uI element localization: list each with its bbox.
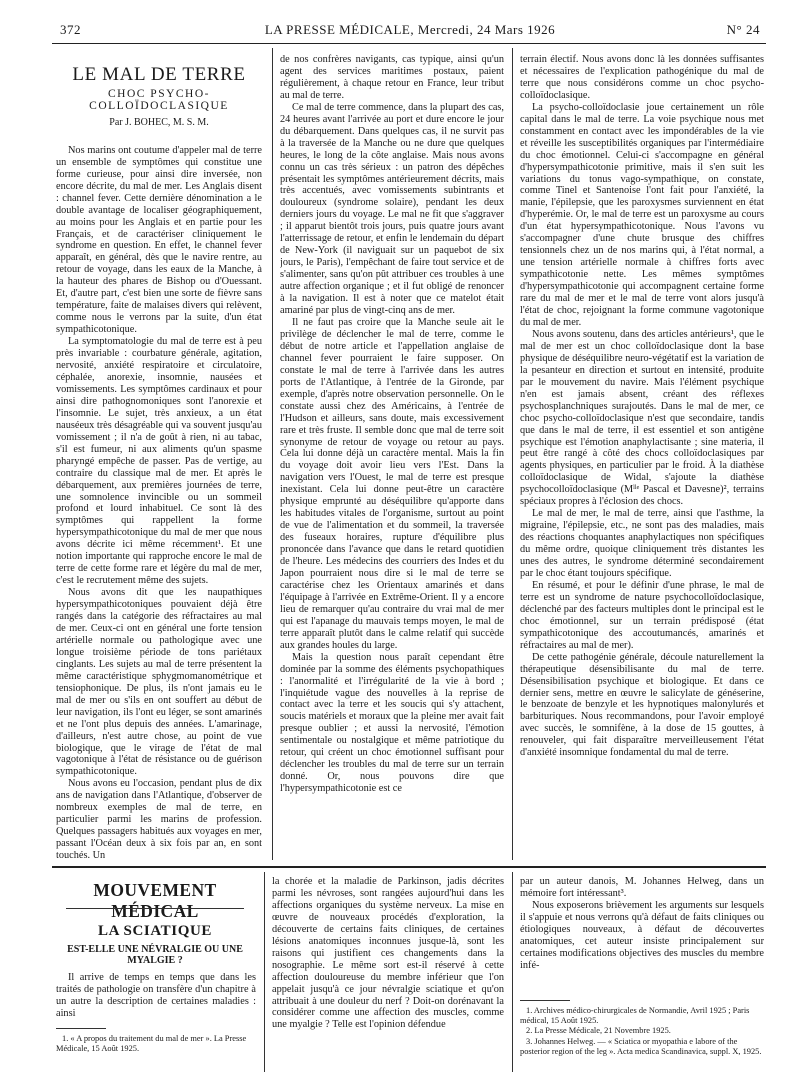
- paragraph: Nos marins ont coutume d'appeler mal de terre un ensemble de symptômes qui constitue une forme curieuse, pour ainsi dire inversée, non encore décrite, du mal de mer. Les Anglais disent : channel fever. Cette dernière dénomination a le double avantage de localiser géographiquement, au moins pour les Anglais et en partie pour les Français, et de caractériser cliniquement le syndrome en question. En effet, le channel fever apparaît, en général, dès que le navire rentre, au retour de voyage, dans les eaux de la Manche, à la hauteur des phares de Bishop ou d'Ouessant. Et, d'autre part, c'est bien une sorte de fièvre sans température, faite de malaises divers qui relèvent, comme nous le verrons par la suite, d'un état sympathicotonique.: [56, 144, 262, 336]
- section-subtitle: LA SCIATIQUE: [97, 923, 213, 939]
- article-column-1: [56, 64, 262, 864]
- footnotes: [520, 1006, 764, 1057]
- paragraph: Ce mal de terre commence, dans la plupart des cas, 24 heures avant l'arrivée au port et dure encore le jour du débarquement. Dans quelques cas, il ne survit pas à la traversée de la Manche ou ne dure que quelques heures, le long de la côte anglaise. Mais nous avons connu un cas très sérieux : un patron des dépêches présentait les symptômes antérieurement décrits, mais très accentués, avec vomissements subintrants et douloureux (syndrome solaire), pendant les deux derniers jours du voyage. Le mal ne fit que s'aggraver ; il apparut bientôt trois jours, puis quatre jours avant l'atterrissage de retour, et enfin le lendemain du départ de New-York (il naviguait sur un paquebot de six jours, le Paris), l'empêchant de faire tout service et de s'alimenter, sans qu'on pût attribuer ces troubles à une autre affection organique ; et il fut obligé de renoncer à la navigation. Il est à noter que ce matelot était amariné par plus de vingt-cinq ans de mer.: [280, 101, 504, 317]
- paragraph: La psycho-colloïdoclasie joue certainement un rôle capital dans le mal de terre. La voie psychique nous met constamment en contact avec les impondérables de la vie et réveille les susceptibilités organiques par l'intermédiaire du choc émotionnel. Celui-ci s'accompagne en général d'hypersympathicotonie primitive, mais il s'en suit les variations du tonus vago-sympathique, on constate, comme Tinel et Santenoise l'ont fait pour l'anxiété, la manie, l'épilepsie, que les paroxysmes surviennent en état d'hyperémie. Or, le mal de terre est un paroxysme au cours d'un état hypersympathicotonique. Nous l'avons vu s'accompagner d'une chute brusque des chiffres tensionnels chez un de nos marins qui, à l'état normal, a une tension artérielle normale à chiffres forts avec sympathicotonie nette. Les mêmes symptômes d'hypersympathicotonie qui accompagnent certaine forme rare du mal de mer et le mal de terre vont alors jusqu'à l'état de choc, rejoignant la forme commune vagotonique du mal de mer.: [520, 101, 764, 328]
- section-column-2: [272, 876, 504, 1031]
- article-author: Par J. BOHEC, M. S. M.: [109, 116, 209, 128]
- paragraph: Nous avons soutenu, dans des articles antérieurs¹, que le mal de mer est un choc colloïdoclasique dont la base physique de déséquilibre neuro-végétatif est la variation de la pesanteur en direction et surtout en intensité, produite par le mouvement du navire. Mais l'élément psychique n'en est jamais absent, créant des réflexes psychosplanchniques surajoutés. Dans le mal de mer, ce choc psycho-colloïdoclasique n'est que secondaire, tandis que dans le mal de terre, il est essentiel et son antigène psychique est l'émotion anaphylactisante ; sine materia, il peut être rangé à côté des chocs colloïdoclasiques par agents physiques, en particulier par le froid. À la diathèse colloïdoclasique de Widal, s'ajoute la diathèse psychocolloïdoclasique (Mˡˡᵉ Pascal et Davesne)², terrains spéciaux propres à l'éclosion des chocs.: [520, 328, 764, 508]
- paragraph: de nos confrères navigants, cas typique, ainsi qu'un agent des services maritimes postaux, paient régulièrement, à chaque retour en France, leur tribut au mal de terre.: [280, 54, 504, 101]
- article-column-2: [280, 54, 504, 862]
- column-divider: [272, 48, 273, 860]
- paragraph: Mais la question nous paraît cependant être dominée par la somme des éléments psychopathiques : l'anormalité et l'irrégularité de la vie à bord ; l'inquiétude vague des nouvelles à la reprise de contact avec la terre et les soucis qui s'y attachent, soucis matériels et moraux que la pleine mer avait fait presque oublier ; et aussi la nervosité, l'émotion sentimentale ou nostalgique et même patriotique du retour, qui créent un choc émotionnel suffisant pour déclencher les troubles du mal de terre sur un terrain donné. Or, nous pouvons dire que l'hypersympathicotonie est ce: [280, 651, 504, 795]
- article-column-3: [520, 54, 764, 862]
- page-header: [60, 22, 760, 42]
- paragraph: Le mal de mer, le mal de terre, ainsi que l'asthme, la migraine, l'épilepsie, etc., ne sont pas des maladies, mais des réactions choquantes anaphylactiques non spécifiques du même ordre, quoique cliniquement très distantes les unes des autres, le syndrome déterminé secondairement par le choc étant toujours spécifique.: [520, 508, 764, 579]
- column-divider: [264, 872, 265, 1072]
- footnote-rule: [56, 1028, 106, 1029]
- section-title: MOUVEMENT MÉDICAL: [93, 880, 217, 921]
- section-column-1: [56, 972, 256, 1020]
- paragraph: par un auteur danois, M. Johannes Helweg, dans un mémoire fort intéressant³.: [520, 876, 764, 899]
- paragraph: En résumé, et pour le définir d'une phrase, le mal de terre est un syndrome de nature psychocolloïdoclasique, déclenché par des facteurs multiples dont le principal est le choc émotionnel, sur un terrain prédisposé (état sympathicotonique des accoutumancés, amarinés et réfractaires au mal de mer).: [520, 579, 764, 651]
- paragraph: De cette pathogénie générale, découle naturellement la thérapeutique désensibilisante du mal de terre. Désensibilisation psychique et biologique. Et dans ce dernier sens, mettre en œuvre le salicylate de généserine, le benzoate de benzyle et les hypnotiques malonylurés et barbituriques. Nous recommandons, pour l'avoir employé avec succès, le somnifène, à la dose de 15 gouttes, à renouveler, qui fait disparaître merveilleusement l'état d'anxiété insomnique fondamental du mal de terre.: [520, 651, 764, 759]
- article-subtitle: CHOC PSYCHO-COLLOÏDOCLASIQUE: [89, 88, 229, 112]
- page-number: 372: [60, 22, 81, 37]
- section-rule: [52, 866, 766, 868]
- footnote: 1. « A propos du traitement du mal de mer ». La Presse Médicale, 15 Août 1925.: [56, 1034, 247, 1054]
- paragraph: Il arrive de temps en temps que dans les traités de pathologie on transfère d'un chapitre à un autre la description de certaines maladies : ainsi: [56, 972, 256, 1019]
- section-column-3: [520, 876, 764, 972]
- article-title: LE MAL DE TERRE: [72, 64, 246, 85]
- footnote: 2. La Presse Médicale, 21 Novembre 1925.: [526, 1026, 671, 1036]
- footnote-rule: [520, 1000, 570, 1001]
- paragraph: Nous avons eu l'occasion, pendant plus de dix ans de navigation dans l'Atlantique, d'observer de nombreux exemples de mal de terre, en particulier parmi les marins de profession. Quelques passagers habitués aux voyages en mer, passant l'Océan deux à six fois par an, en sont touchés. Un: [56, 778, 262, 862]
- footnote: 1. Archives médico-chirurgicales de Normandie, Avril 1925 ; Paris médical, 15 Août 1925.: [520, 1006, 750, 1026]
- paragraph: terrain électif. Nous avons donc là les données suffisantes et nécessaires de l'explication pathogénique du mal de terre que nous considérons comme un choc psycho-colloïdoclasique.: [520, 54, 764, 101]
- footnote: 3. Johannes Helweg. — « Sciatica or myopathia e labore of the posterior region of the leg ». Acta medica Scandinavica, suppl. X, 1925.: [520, 1036, 762, 1056]
- paragraph: la chorée et la maladie de Parkinson, jadis décrites parmi les névroses, sont rangées aujourd'hui dans les affections organiques du système nerveux. La mise en œuvre de nouveaux procédés d'exploration, la découverte de certains faits cliniques, de certaines lésions anatomiques inconnues jusque-là, sont les raisons qui justifient ces changements dans la nosographie. Le même sort est-il réservé à cette affection douloureuse du membre inférieur que l'on appelait jusqu'à ce jour névralgie sciatique et qu'on attribuait à une douleur du nerf ? Doit-on dorénavant la considérer comme une affection des muscles, comme une myalgie ? Telle est l'opinion défendue: [272, 876, 504, 1031]
- section-question: EST-ELLE UNE NÉVRALGIE OU UNE MYALGIE ?: [67, 944, 243, 966]
- column-divider: [512, 872, 513, 1072]
- paragraph: Il ne faut pas croire que la Manche seule ait le privilège de déclencher le mal de terre, comme le début de notre article et l'appellation anglaise de channel fever pourraient le faire supposer. On constate le mal de terre à l'arrivée dans les autres ports de l'Atlantique, à l'entrée de la Gironde, par exemple, d'après notre observation personnelle. On le constate aussi chez des Américains, à l'entrée de l'Hudson et ailleurs, sans doute, mais excessivement rare et très fruste. Il semble donc que mal de terre soit synonyme de retour de voyage ou retour au pays. Cela lui donne déjà un caractère mental. Mais la fin du voyage doit avoir lieu vers l'Est. Dans la navigation vers l'Ouest, le mal de terre est presque inexistant. Cela lui donne peut-être un caractère physique emprunté au déséquilibre qu'apporte dans les habitudes vitales de l'organisme, surtout au point de vue de l'alimentation et du sommeil, la traversée des fuseaux horaires, rupture d'équilibre plus prononcée dans l'avance que dans le retard quotidien de l'heure. Les médecins des courriers des Indes et du Japon pourraient nous dire si le mal de terre se caractérise chez les Orientaux amarinés et dans l'équipage à l'arrivée en Extrême-Orient. Il y a encore lieu de remarquer qu'au contraire du vrai mal de mer qui est l'apanage du mauvais temps moyen, le mal de terre apparaît plutôt dans le calme relatif qui succède aux grandes houles du large.: [280, 316, 504, 651]
- section-title-rule: [66, 908, 244, 909]
- paragraph: Nous exposerons brièvement les arguments sur lesquels il s'appuie et nous verrons qu'à défaut de faits cliniques ou étiologiques nouveaux, à défaut de découvertes anatomiques, cet auteur insiste principalement sur certaines modifications objectives des muscles du membre infé-: [520, 899, 764, 971]
- column-divider: [512, 48, 513, 860]
- paragraph: Nous avons dit que les naupathiques hypersympathicotoniques pouvaient déjà être rangés dans la catégorie des réfractaires au mal de mer. Ceux-ci ont en général une forte tension artérielle normale ou pathologique avec une longue troisième période de tons pariétaux cinglants. Les sujets au mal de terre présentent la même caractéristique sphygmomanométrique et tensiophonique. De plus, ils n'ont jamais eu le mal de mer ou s'ils en ont souffert au début de leur navigation, ils l'ont eu léger, se sont amarinés et ne l'ont plus depuis des années. L'amarinage, d'ailleurs, n'est autre chose, au point de vue biologique, que le virage de l'état de mal vagotonique à l'état de résistance ou de guérison sympathicotonique.: [56, 587, 262, 778]
- header-rule: [52, 43, 766, 44]
- paragraph: La symptomatologie du mal de terre est à peu près invariable : courbature générale, agitation, nervosité, anxiété respiratoire et circulatoire, céphalée, anorexie, insomnie, nausées et vomissements. Les symptômes cardinaux et pour ainsi dire pathognomoniques sont l'anorexie et l'insomnie. Le sujet, très anxieux, a un état nauséeux très désagréable qui va souvent jusqu'au vomissement ; il n'a de goût à rien, ni au tabac, s'il est fumeur, ni aux aliments qu'un spasme pharyngé empêche de passer. Pas de vertige, au contraire du classique mal de mer. Et après le débarquement, aux premières journées de terre, une somnolence invincible ou un sommeil profond et lourd inhabituel. Ce sont là des symptômes qui rappellent la forme hypersympathicotonique du mal de mer que nous avons décrite ici même récemment¹. Et une notion importante qui rapproche encore le mal de terre de cette forme rare et légère du mal de mer, c'est le recrutement même des sujets.: [56, 336, 262, 587]
- journal-title: LA PRESSE MÉDICALE, Mercredi, 24 Mars 1926: [264, 22, 556, 37]
- issue-number: N° 24: [726, 22, 760, 37]
